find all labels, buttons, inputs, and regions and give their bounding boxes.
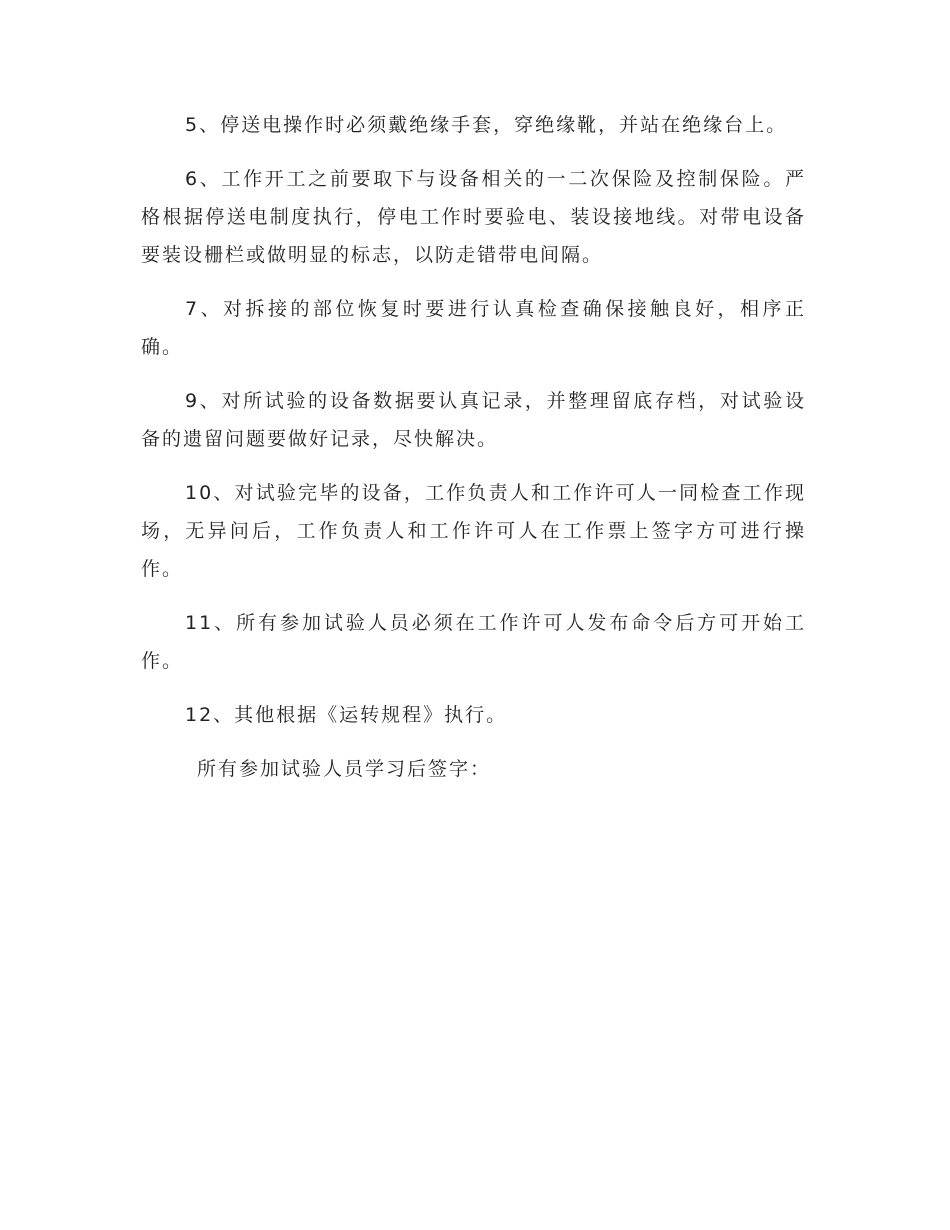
- rule-paragraph-7: 7、对拆接的部位恢复时要进行认真检查确保接触良好，相序正确。: [141, 298, 806, 358]
- rule-paragraph-11: 11、所有参加试验人员必须在工作许可人发布命令后方可开始工作。: [141, 612, 806, 672]
- rule-paragraph-6: 6、工作开工之前要取下与设备相关的一二次保险及控制保险。严格根据停送电制度执行，停电工作时要验电、装设接地线。对带电设备要装设栅栏或做明显的标志，以防走错带电间隔。: [141, 168, 806, 266]
- rule-paragraph-10: 10、对试验完毕的设备，工作负责人和工作许可人一同检查工作现场，无异问后，工作负责人和工作许可人在工作票上签字方可进行操作。: [141, 482, 806, 580]
- rule-paragraph-9: 9、对所试验的设备数据要认真记录，并整理留底存档，对试验设备的遗留问题要做好记录，尽快解决。: [141, 390, 806, 450]
- rule-paragraph-5: 5、停送电操作时必须戴绝缘手套，穿绝缘靴，并站在绝缘台上。: [185, 114, 788, 136]
- rule-paragraph-12: 12、其他根据《运转规程》执行。: [185, 704, 508, 726]
- document-body: [141, 106, 806, 788]
- signature-prompt: 所有参加试验人员学习后签字：: [197, 758, 492, 780]
